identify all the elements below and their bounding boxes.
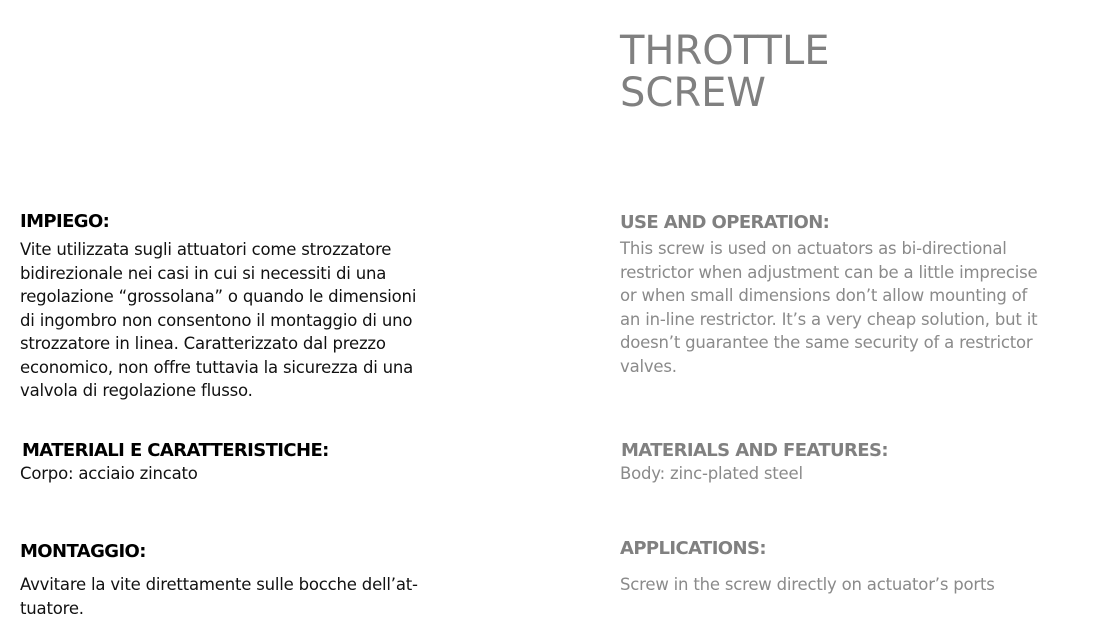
use-heading: USE AND OPERATION: <box>620 212 830 233</box>
use-text <box>620 237 1037 378</box>
montaggio-heading: MONTAGGIO: <box>20 541 146 562</box>
applications-heading: APPLICATIONS: <box>620 538 766 559</box>
text-line: bidirezionale nei casi in cui si necessiti di una <box>20 263 387 283</box>
page-title <box>620 30 830 114</box>
impiego-heading: IMPIEGO: <box>20 211 110 232</box>
materials-heading: MATERIALS AND FEATURES: <box>621 440 888 461</box>
text-line: Screw in the screw directly on actuator’s ports <box>620 575 995 594</box>
materials-section <box>621 440 888 486</box>
text-line: tuatore. <box>20 598 84 618</box>
montaggio-section <box>20 541 418 620</box>
title-line-1: THROTTLE <box>620 28 830 74</box>
title-line-2: SCREW <box>620 70 766 116</box>
text-line: di ingombro non consentono il montaggio di uno <box>20 310 413 330</box>
text-line: an in-line restrictor. It’s a very cheap solution, but it <box>620 309 1038 329</box>
impiego-section <box>20 211 416 403</box>
use-section <box>620 212 1037 378</box>
text-line: This screw is used on actuators as bi-directional <box>620 239 1007 258</box>
text-line: Avvitare la vite direttamente sulle bocche dell’at- <box>20 575 418 594</box>
text-line: Corpo: acciaio zincato <box>20 464 198 483</box>
text-line: Vite utilizzata sugli attuatori come strozzatore <box>20 240 392 259</box>
materiali-section <box>22 440 329 486</box>
text-line: doesn’t guarantee the same security of a restrictor <box>620 333 1033 352</box>
text-line: strozzatore in linea. Caratterizzato dal prezzo <box>20 334 386 353</box>
impiego-text <box>20 238 416 403</box>
materiali-heading: MATERIALI E CARATTERISTICHE: <box>22 440 329 461</box>
applications-section <box>620 538 995 597</box>
text-line: restrictor when adjustment can be a little imprecise <box>620 262 1038 282</box>
text-line: valves. <box>620 356 677 376</box>
applications-text <box>620 573 995 597</box>
text-line: valvola di regolazione flusso. <box>20 381 253 400</box>
text-line: or when small dimensions don’t allow mounting of <box>620 286 1028 305</box>
montaggio-text <box>20 573 418 620</box>
materials-text <box>620 462 888 486</box>
materiali-text <box>20 462 329 486</box>
text-line: Body: zinc-plated steel <box>620 464 803 483</box>
text-line: regolazione “grossolana” o quando le dimensioni <box>20 287 417 306</box>
text-line: economico, non offre tuttavia la sicurezza di una <box>20 357 414 377</box>
